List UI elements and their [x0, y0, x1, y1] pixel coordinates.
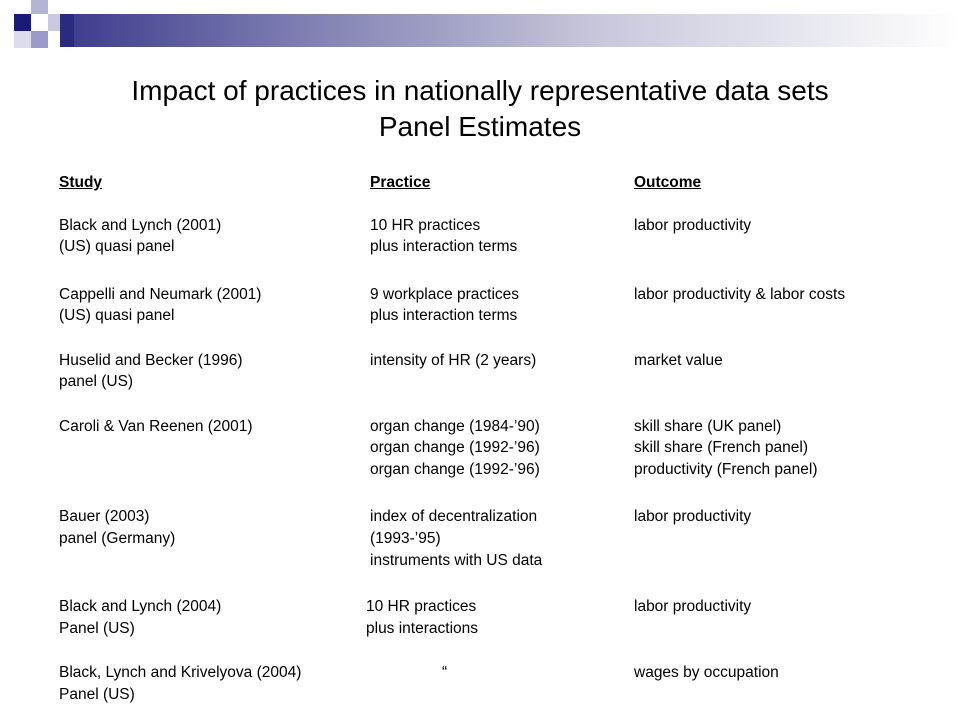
practice-cell: organ change (1992-’96) — [370, 461, 540, 478]
decorative-square-dark-2 — [60, 14, 74, 47]
practice-cell: “ — [442, 664, 448, 681]
study-cell: (US) quasi panel — [59, 238, 175, 255]
header-practice: Practice — [370, 174, 431, 191]
practice-cell: 9 workplace practices — [370, 286, 520, 303]
outcome-cell: labor productivity — [634, 508, 752, 525]
slide-subtitle: Panel Estimates — [378, 111, 582, 142]
decorative-square-mid — [31, 0, 48, 14]
practice-cell: organ change (1984-’90) — [370, 418, 540, 435]
practice-cell: plus interactions — [366, 620, 479, 637]
header-study: Study — [59, 174, 103, 191]
study-cell: Bauer (2003) — [59, 508, 150, 525]
study-cell: Panel (US) — [59, 620, 135, 637]
study-cell: Cappelli and Neumark (2001) — [59, 286, 262, 303]
outcome-cell: wages by occupation — [634, 664, 779, 681]
slide-title: Impact of practices in nationally representative data sets — [131, 75, 829, 106]
practice-cell: index of decentralization — [370, 508, 538, 525]
study-cell: Black and Lynch (2004) — [59, 598, 222, 615]
outcome-cell: productivity (French panel) — [634, 461, 818, 478]
practice-cell: organ change (1992-’96) — [370, 439, 540, 456]
study-cell: Black and Lynch (2001) — [59, 217, 222, 234]
practice-cell: 10 HR practices — [366, 598, 477, 615]
study-cell: Huselid and Becker (1996) — [59, 352, 243, 369]
outcome-cell: skill share (UK panel) — [634, 418, 782, 435]
practice-cell: 10 HR practices — [370, 217, 481, 234]
outcome-cell: skill share (French panel) — [634, 439, 809, 456]
study-cell: Panel (US) — [59, 686, 135, 703]
study-cell: Caroli & Van Reenen (2001) — [59, 418, 253, 435]
outcome-cell: labor productivity & labor costs — [634, 286, 846, 303]
study-cell: (US) quasi panel — [59, 307, 175, 324]
practice-cell: intensity of HR (2 years) — [370, 352, 537, 369]
practice-cell: plus interaction terms — [370, 307, 518, 324]
practice-cell: plus interaction terms — [370, 238, 518, 255]
practice-cell: (1993-’95) — [370, 530, 441, 547]
study-cell: panel (Germany) — [59, 530, 176, 547]
outcome-cell: market value — [634, 352, 723, 369]
header-outcome: Outcome — [634, 174, 702, 191]
decorative-square-dark — [14, 14, 31, 31]
decorative-square-light-2 — [48, 14, 60, 31]
practice-cell: instruments with US data — [370, 552, 543, 569]
decorative-square-light — [31, 31, 48, 48]
outcome-cell: labor productivity — [634, 217, 752, 234]
study-cell: Black, Lynch and Krivelyova (2004) — [59, 664, 302, 681]
decorative-square-light-3 — [14, 31, 31, 48]
study-cell: panel (US) — [59, 373, 134, 390]
outcome-cell: labor productivity — [634, 598, 752, 615]
header-gradient-bar — [60, 14, 960, 47]
